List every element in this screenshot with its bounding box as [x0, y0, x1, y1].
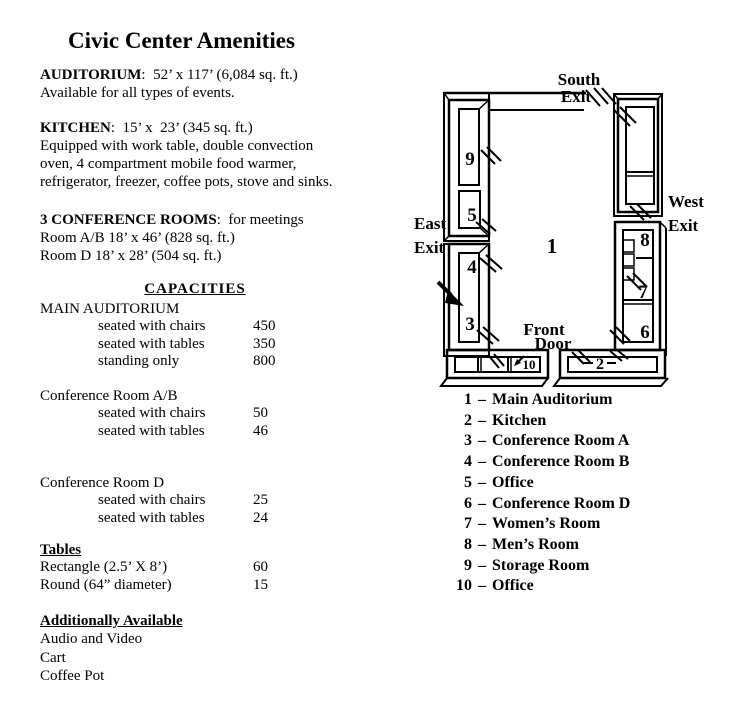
front-door-label: Front: [523, 320, 565, 339]
room-number-8: 8: [640, 230, 650, 251]
room-number-7: 7: [638, 282, 648, 303]
legend-item: 7 – Women’s Room: [464, 515, 601, 533]
conference-room-line: Room A/B 18’ x 46’ (828 sq. ft.): [40, 230, 235, 246]
legend-item: 9 – Storage Room: [464, 556, 590, 574]
legend-item: 2 – Kitchen: [464, 411, 547, 429]
wall-block-room-2: [554, 349, 668, 386]
front-door-label: Door: [534, 334, 572, 353]
additional-section: [40, 613, 370, 686]
legend-item: 6 – Conference Room D: [464, 494, 631, 512]
additional-item: Audio and Video: [40, 631, 143, 648]
capacity-row: seated with chairs 450: [98, 318, 276, 335]
south-exit-label: Exit: [560, 87, 592, 106]
auditorium-dimensions: : 52’ x 117’ (6,084 sq. ft.): [141, 67, 298, 83]
capacity-group-main-auditorium: [40, 301, 370, 370]
room-number-3: 3: [465, 314, 475, 335]
capacity-row: seated with tables 350: [98, 335, 276, 352]
west-exit-label: Exit: [668, 216, 699, 235]
legend-item: 8 – Men’s Room: [464, 535, 579, 553]
table-type-row: Rectangle (2.5’ X 8’) 60: [40, 559, 268, 576]
legend-item: 5 – Office: [464, 473, 534, 491]
legend-item: 1 – Main Auditorium: [464, 391, 613, 408]
conference-detail: : for meetings: [216, 212, 304, 228]
kitchen-description-line: refrigerator, freezer, coffee pots, stove and sinks.: [40, 174, 333, 190]
auditorium-section: [40, 66, 380, 102]
table-type-row: Round (64” diameter) 15: [40, 576, 268, 593]
east-exit-label: East: [414, 214, 447, 233]
floorplan-diagram: [405, 60, 749, 405]
room-number-6: 6: [640, 322, 650, 343]
additional-item: Cart: [40, 649, 66, 666]
room-number-9: 9: [465, 149, 475, 170]
room-number-10: 10: [522, 357, 536, 372]
legend-item: 10 – Office: [456, 577, 534, 595]
tables-heading: Tables: [40, 542, 82, 558]
conference-section: [40, 211, 380, 265]
room-number-5: 5: [467, 205, 477, 226]
room-number-2: 2: [596, 356, 604, 373]
capacity-group-conference-ab: [40, 388, 370, 440]
floorplan-legend: [450, 390, 630, 597]
auditorium-heading: AUDITORIUM: [40, 67, 142, 83]
tables-section: [40, 542, 370, 594]
kitchen-description-line: Equipped with work table, double convection: [40, 138, 314, 154]
auditorium-description: Available for all types of events.: [40, 85, 235, 101]
wall-block-upper-right: [614, 94, 662, 220]
capacity-row: seated with tables 46: [98, 422, 268, 439]
capacity-group-name: Conference Room D: [40, 475, 165, 491]
page-title: Civic Center Amenities: [68, 28, 295, 53]
east-exit-label: Exit: [414, 238, 445, 257]
room-number-1: 1: [546, 234, 558, 258]
capacity-row: seated with chairs 50: [98, 405, 268, 422]
capacity-row: seated with chairs 25: [98, 492, 268, 509]
legend-item: 4 – Conference Room B: [464, 453, 630, 471]
conference-room-line: Room D 18’ x 28’ (504 sq. ft.): [40, 248, 222, 264]
kitchen-description-line: oven, 4 compartment mobile food warmer,: [40, 156, 297, 172]
capacity-group-name: Conference Room A/B: [40, 388, 178, 404]
kitchen-section: [40, 119, 380, 191]
west-exit-label: West: [668, 192, 704, 211]
room-number-4: 4: [467, 257, 477, 278]
south-exit-label: South: [557, 70, 601, 89]
capacity-group-name: MAIN AUDITORIUM: [40, 301, 180, 317]
conference-heading: 3 CONFERENCE ROOMS: [40, 212, 217, 228]
additional-heading: Additionally Available: [40, 613, 183, 629]
capacity-group-conference-d: [40, 475, 370, 527]
capacities-heading: CAPACITIES: [144, 281, 246, 297]
legend-item: 3 – Conference Room A: [464, 432, 630, 450]
capacity-row: seated with tables 24: [98, 509, 268, 526]
kitchen-dimensions: : 15’ x 23’ (345 sq. ft.): [110, 120, 253, 136]
additional-item: Coffee Pot: [40, 668, 105, 685]
kitchen-heading: KITCHEN: [40, 120, 111, 136]
capacity-row: standing only 800: [98, 352, 276, 369]
